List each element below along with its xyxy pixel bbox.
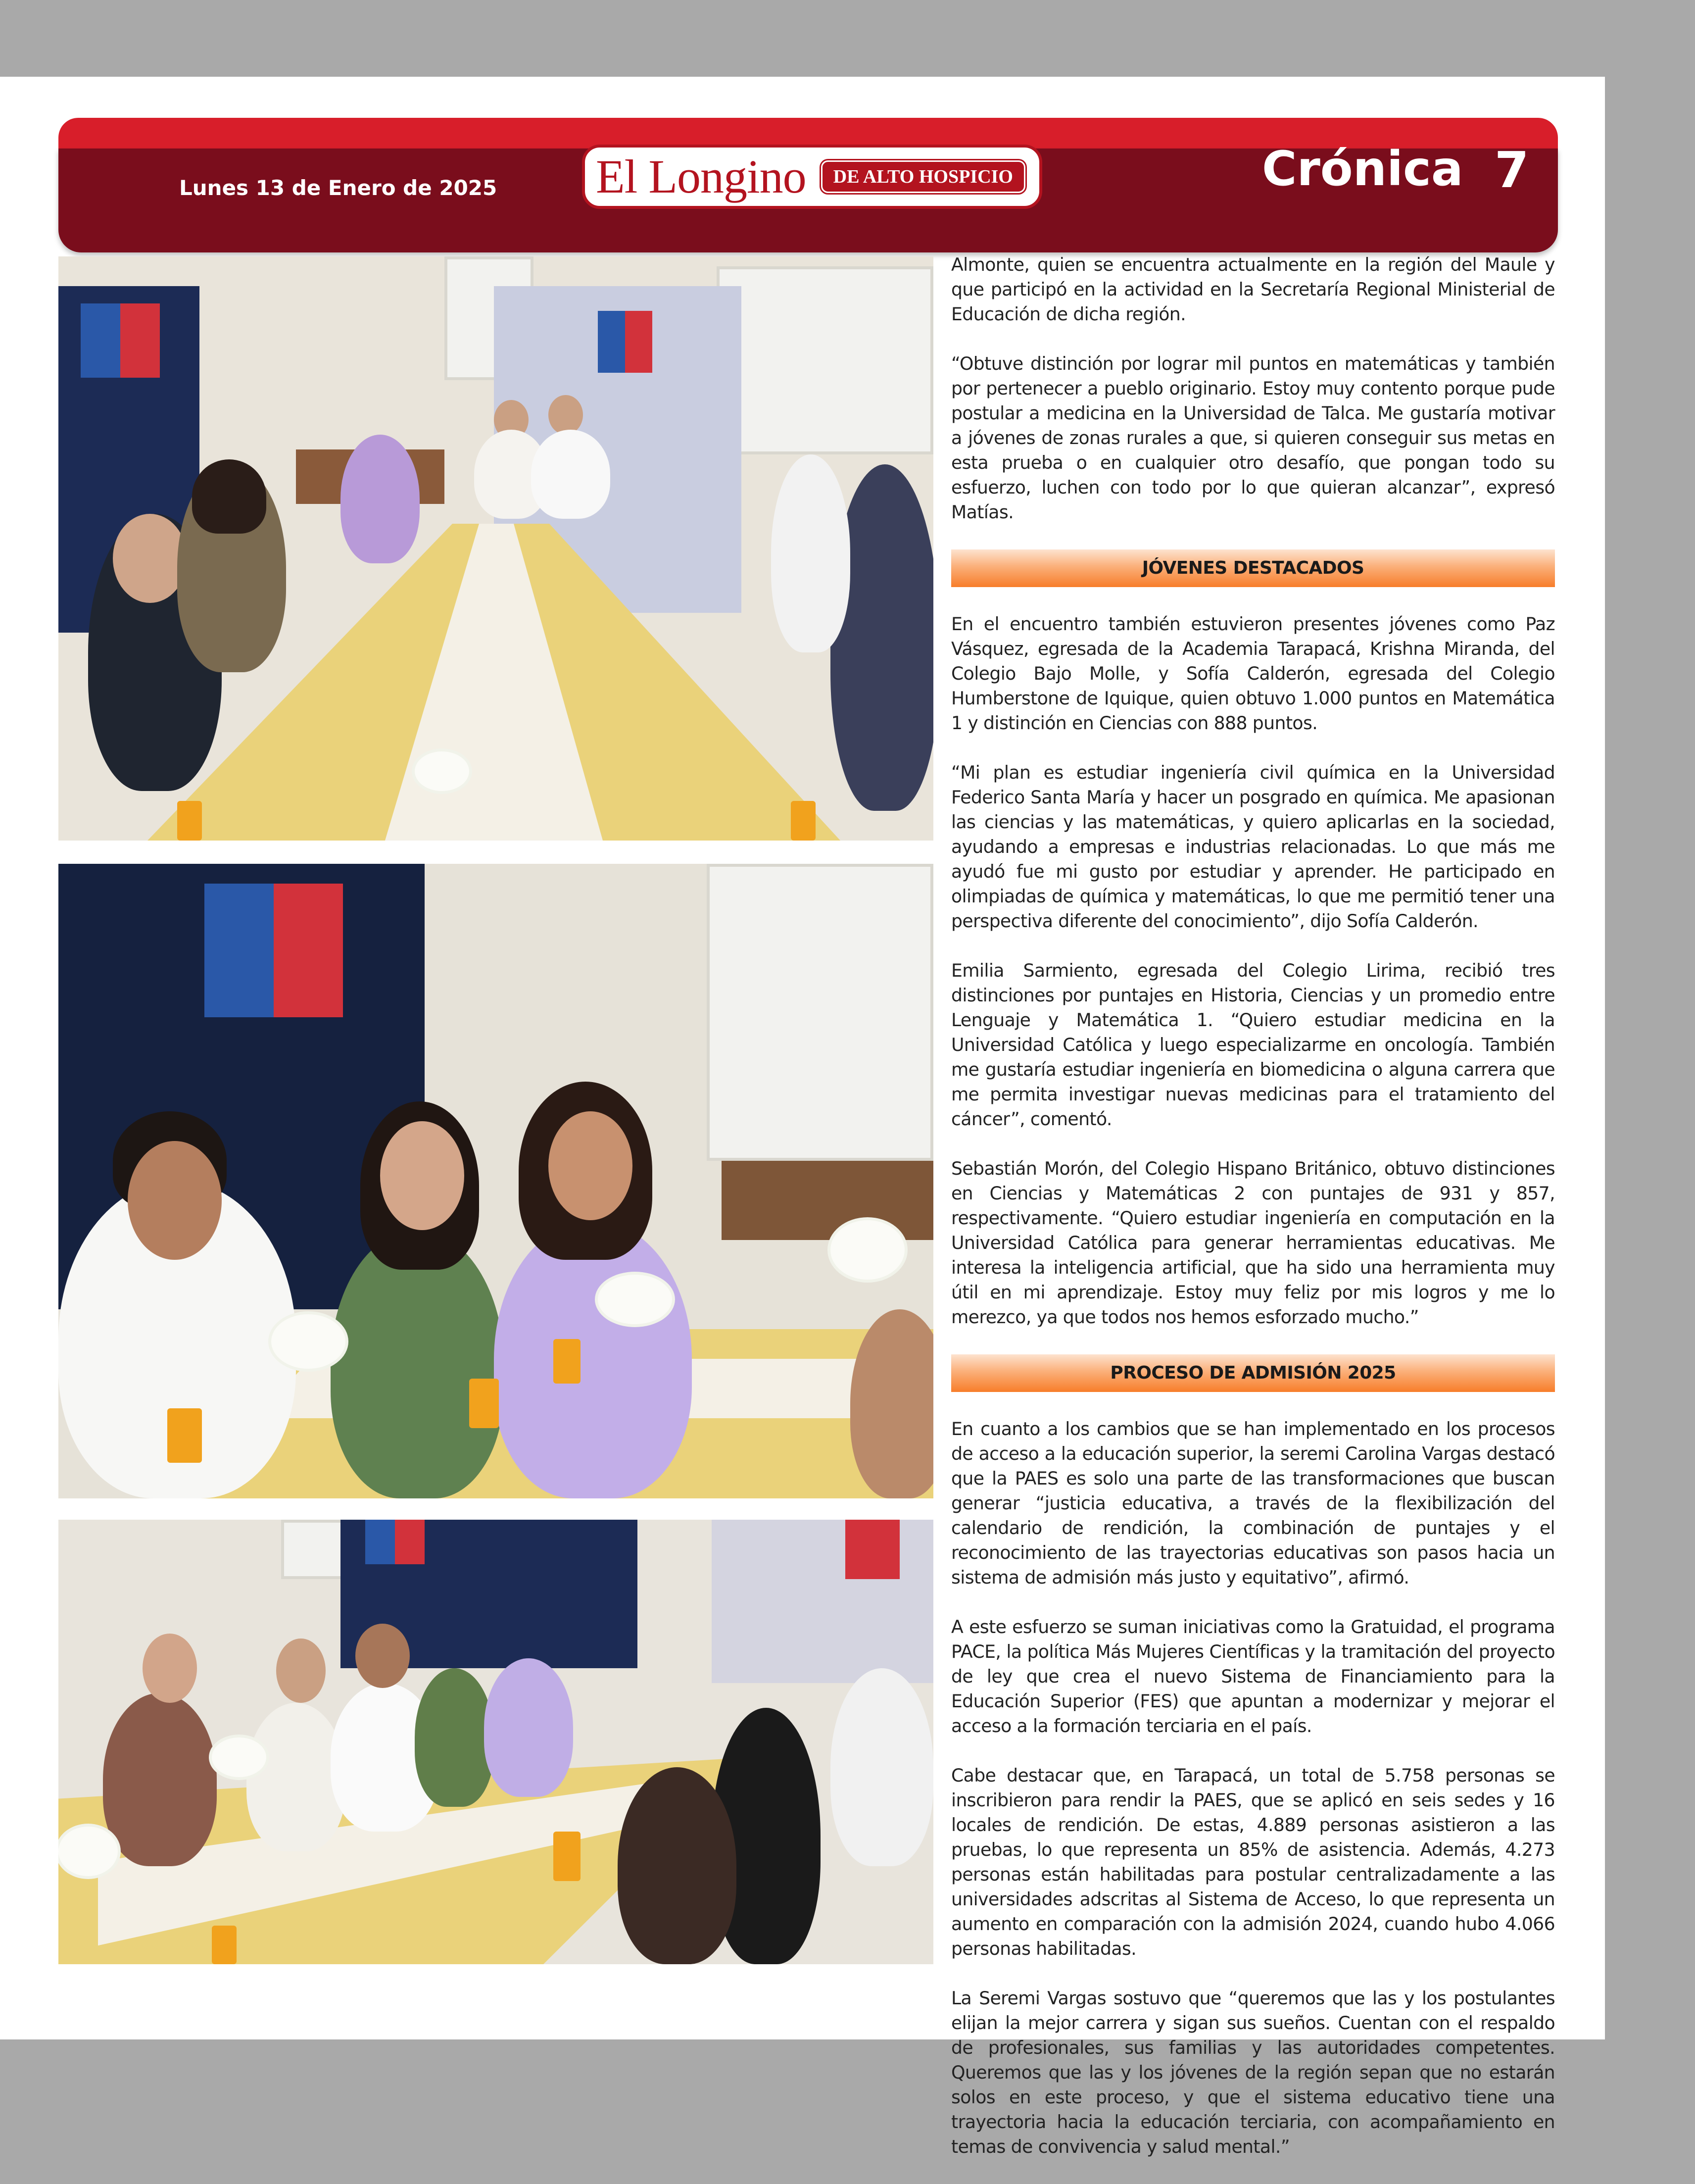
issue-date: Lunes 13 de Enero de 2025 (179, 176, 497, 200)
photo-group-meeting (58, 1520, 933, 1964)
article-paragraph: Emilia Sarmiento, egresada del Colegio Lirima, recibió tres distinciones por puntajes en Historia, Ciencias y un promedio entre Lenguaje y Matemática 1. “Quiero estudiar medicina en la Universidad Católica y luego especializarme en oncología. También me gustaría estudiar ingeniería en biomedicina o alguna carrera que me permita investigar nuevas medicinas para el tratamiento del cáncer”, comentó. (951, 960, 1555, 1130)
article-paragraph: “Obtuve distinción por lograr mil puntos en matemáticas y también por pertenecer a pueblo originario. Estoy muy contento porque pude postular a medicina en la Universidad de Talca. Me gustaría motivar a jóvenes de zonas rurales a que, si quieren conseguir sus metas en esta prueba o en cualquier otro desafío, que pongan todo su esfuerzo, luchen con todo por lo que quieran alcanzar”, expresó Matías. (951, 353, 1555, 523)
section-title: Crónica (1262, 141, 1463, 197)
article-paragraph: Sebastián Morón, del Colegio Hispano Británico, obtuvo distinciones en Ciencias y Matemáticas 2 con puntajes de 931 y 857, respectivamente. “Quiero estudiar ingeniería en computación en la Universidad Católica para generar herramientas educativas. Me interesa la inteligencia artificial, que ha sido una herramienta muy útil en mi aprendizaje. Estoy muy feliz por mis logros y me lo merezco, ya que todos nos hemos esforzado mucho.” (951, 1158, 1555, 1328)
article-paragraph: Almonte, quien se encuentra actualmente en la región del Maule y que participó en la actividad en la Secretaría Regional Ministerial de Educación de dicha región. (951, 254, 1555, 325)
article-paragraph: Cabe destacar que, en Tarapacá, un total de 5.758 personas se inscribieron para rendir la PAES, que se aplicó en seis sedes y 16 locales de rendición. De estas, 4.889 personas asistieron a las pruebas, lo que representa un 85% de asistencia. Además, 4.273 personas están habilitadas para postular centralizadamente a las universidades adscritas al Sistema de Acceso, lo que representa un aumento en comparación con la admisión 2024, cuando hubo 4.066 personas habilitadas. (951, 1765, 1555, 1959)
page-number: 7 (1495, 141, 1529, 199)
masthead-name: El Longino (596, 150, 806, 203)
article-column (951, 252, 1555, 2184)
subheading-jovenes-destacados: JÓVENES DESTACADOS (951, 549, 1555, 587)
article-paragraph: En cuanto a los cambios que se han implementado en los procesos de acceso a la educación superior, la seremi Carolina Vargas destacó que la PAES es solo una parte de las transformaciones que buscan generar “justicia educativa, a través de la flexibilización del calendario de rendición, la combinación de puntajes y el reconocimiento de las trayectorias educativas son pasos hacia un sistema de admisión más justo y equitativo”, afirmó. (951, 1418, 1555, 1588)
article-paragraph: En el encuentro también estuvieron presentes jóvenes como Paz Vásquez, egresada de la Academia Tarapacá, Krishna Miranda, del Colegio Bajo Molle, y Sofía Calderón, egresada del Colegio Humberstone de Iquique, quien obtuvo 1.000 puntos en Matemática 1 y distinción en Ciencias con 888 puntos. (951, 613, 1555, 734)
photo-students-talking (58, 864, 933, 1498)
article-paragraph: La Seremi Vargas sostuvo que “queremos que las y los postulantes elijan la mejor carrera y sigan sus sueños. Cuentan con el respaldo de profesionales, sus familias y las autoridades competentes. Queremos que las y los jóvenes de la región sepan que no estarán solos en este proceso, y que el sistema educativo tiene una trayectoria hacia la educación terciaria, con acompañamiento en temas de convivencia y salud mental.” (951, 1987, 1555, 2157)
masthead-subtitle: DE ALTO HOSPICIO (821, 160, 1025, 193)
article-paragraph: A este esfuerzo se suman iniciativas como la Gratuidad, el programa PACE, la política Más Mujeres Científicas y la tramitación del proyecto de ley que crea el nuevo Sistema de Financiamiento para la Educación Superior (FES) que apuntan a modernizar y mejorar el acceso a la formación terciaria en el país. (951, 1616, 1555, 1737)
subheading-proceso-admision: PROCESO DE ADMISIÓN 2025 (951, 1354, 1555, 1392)
photo-breakfast-table-wide (58, 256, 933, 841)
masthead-logo (582, 145, 1042, 209)
article-paragraph: “Mi plan es estudiar ingeniería civil química en la Universidad Federico Santa María y hacer un posgrado en química. Me apasionan las ciencias y las matemáticas, y quiero aplicarlas en la sociedad, ayudando a empresas e industrias relacionadas. Lo que más me ayudó fue mi gusto por estudiar y aprender. He participado en olimpiadas de química y matemáticas, lo que me permitió tener una perspectiva diferente del conocimiento”, dijo Sofía Calderón. (951, 762, 1555, 932)
